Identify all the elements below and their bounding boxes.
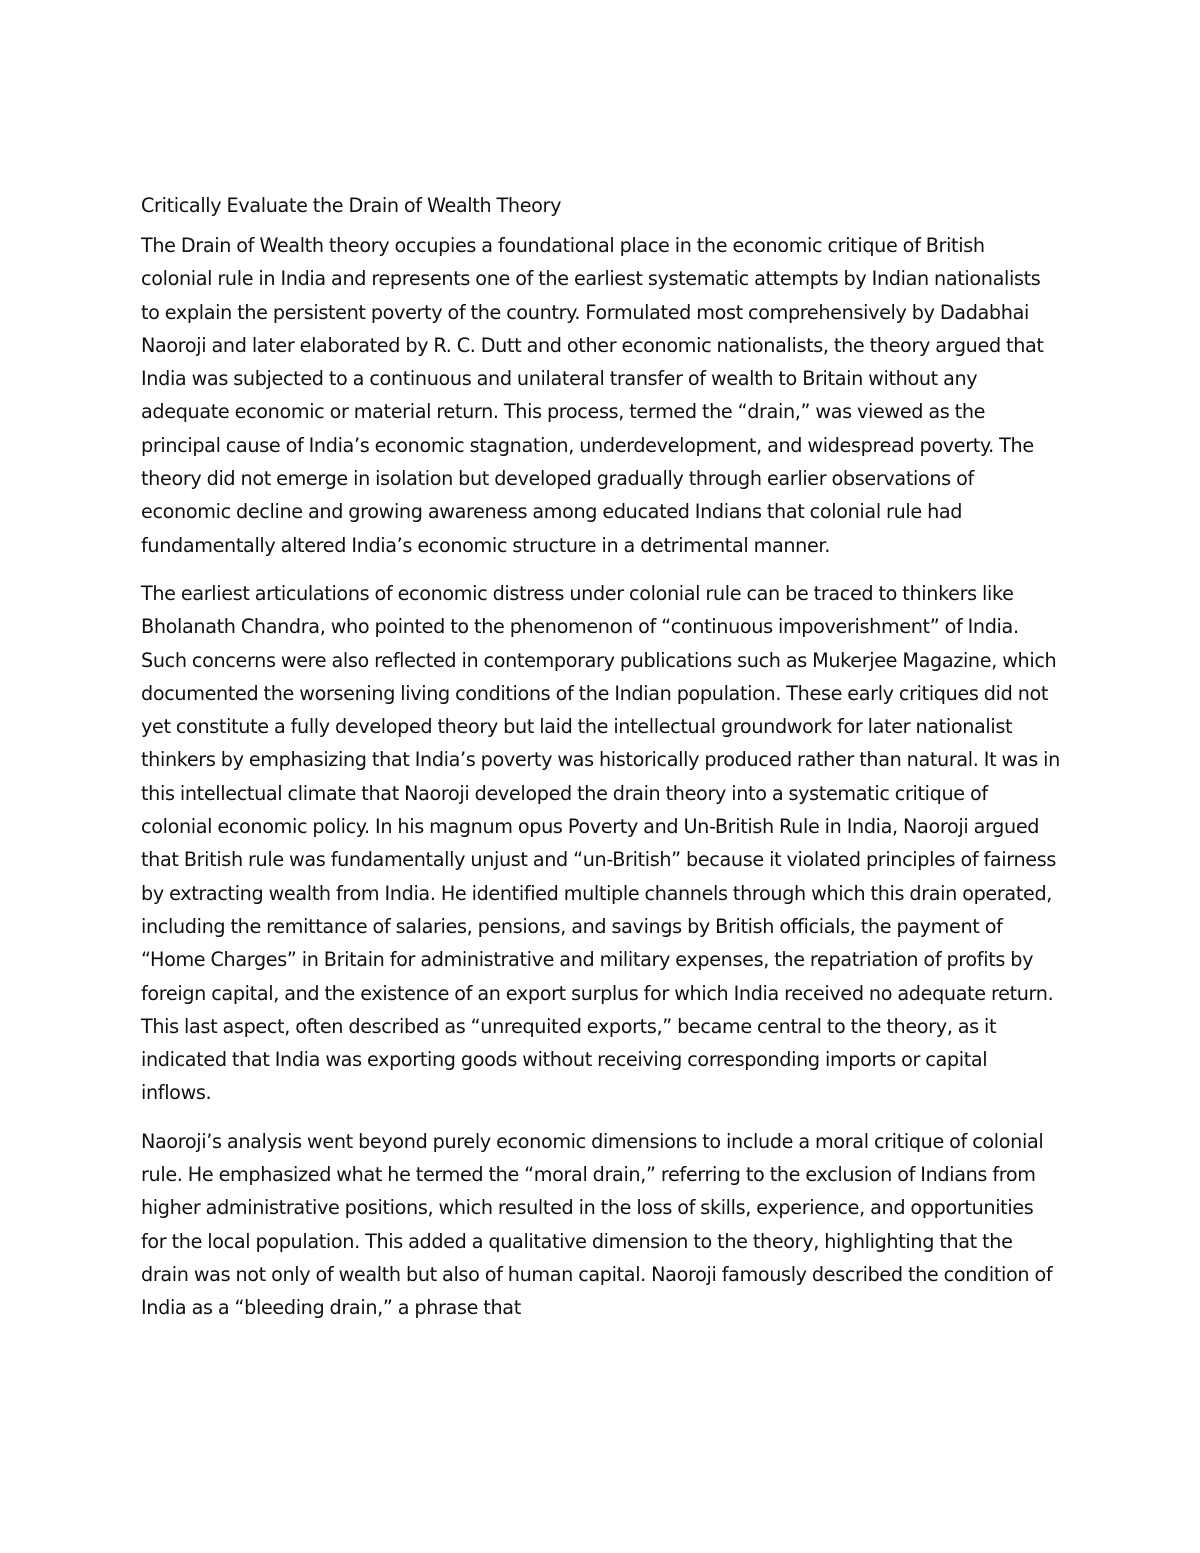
document-body <box>141 192 1061 1340</box>
paragraph-moral-drain: Naoroji’s analysis went beyond purely economic dimensions to include a moral critique of colonial rule. He emphasized what he termed the “moral drain,” referring to the exclusion of Indians from higher administrative positions, which resulted in the loss of skills, experience, and opportunities for the local population. This added a qualitative dimension to the theory, highlighting that the drain was not only of wealth but also of human capital. Naoroji famously described the condition of India as a “bleeding drain,” a phrase that <box>141 1129 1053 1320</box>
document-title: Critically Evaluate the Drain of Wealth Theory <box>141 194 562 217</box>
paragraph-early-articulations: The earliest articulations of economic distress under colonial rule can be traced to thinkers like Bholanath Chandra, who pointed to the phenomenon of “continuous impoverishment” of India. Such concerns were also reflected in contemporary publications such as Mukerjee Magazine, which documented the worsening living conditions of the Indian population. These early critiques did not yet constitute a fully developed theory but laid the intellectual groundwork for later nationalist thinkers by emphasizing that India’s poverty was historically produced rather than natural. It was in this intellectual climate that Naoroji developed the drain theory into a systematic critique of colonial economic policy. In his magnum opus Poverty and Un-British Rule in India, Naoroji argued that British rule was fundamentally unjust and “un-British” because it violated principles of fairness by extracting wealth from India. He identified multiple channels through which this drain operated, including the remittance of salaries, pensions, and savings by British officials, the payment of “Home Charges” in Britain for administrative and military expenses, the repatriation of profits by foreign capital, and the existence of an export surplus for which India received no adequate return. This last aspect, often described as “unrequited exports,” became central to the theory, as it indicated that India was exporting goods without receiving corresponding imports or capital inflows. <box>141 581 1060 1105</box>
paragraph-introduction: The Drain of Wealth theory occupies a foundational place in the economic critique of British colonial rule in India and represents one of the earliest systematic attempts by Indian nationalists to explain the persistent poverty of the country. Formulated most comprehensively by Dadabhai Naoroji and later elaborated by R. C. Dutt and other economic nationalists, the theory argued that India was subjected to a continuous and unilateral transfer of wealth to Britain without any adequate economic or material return. This process, termed the “drain,” was viewed as the principal cause of India’s economic stagnation, underdevelopment, and widespread poverty. The theory did not emerge in isolation but developed gradually through earlier observations of economic decline and growing awareness among educated Indians that colonial rule had fundamentally altered India’s economic structure in a detrimental manner. <box>141 234 1044 557</box>
